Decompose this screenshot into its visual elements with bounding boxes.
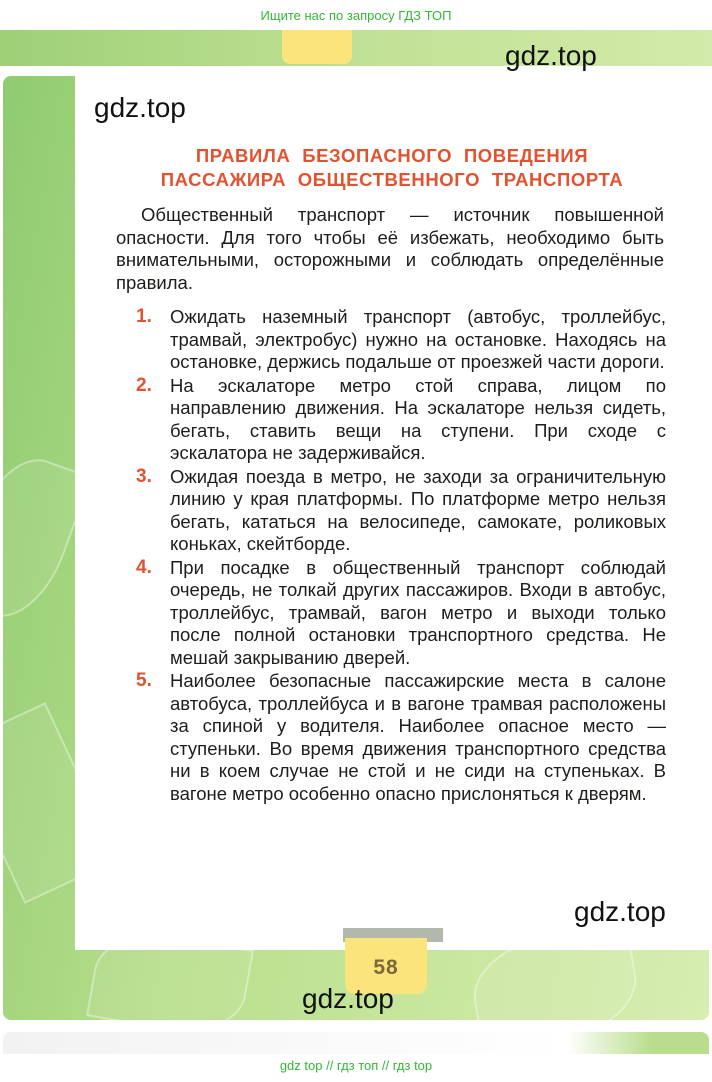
rule-number: 1.: [136, 306, 152, 327]
watermark: gdz.top: [94, 92, 186, 123]
previous-page-edge: [0, 30, 712, 66]
top-banner: [0, 0, 712, 30]
rule-item: [116, 670, 666, 805]
title-line-1: ПРАВИЛА БЕЗОПАСНОГО ПОВЕДЕНИЯ: [195, 145, 589, 166]
bottom-banner: [0, 1054, 712, 1082]
rule-number: 3.: [136, 465, 152, 487]
intro-paragraph: Общественный транспорт — источник повышенной опасности. Для того чтобы её избежать, необходимо быть внимательными, осторожными и соблюдать определённые правила.: [116, 204, 664, 293]
previous-page-tab: [282, 30, 352, 64]
title-line-2: ПАССАЖИРА ОБЩЕСТВЕННОГО ТРАНСПОРТА: [160, 169, 624, 190]
page-title: [78, 144, 706, 192]
rule-number: 4.: [136, 556, 152, 578]
rules-list: [116, 306, 666, 806]
rule-number: 5.: [136, 670, 152, 691]
rule-text: Ожидая поезда в метро, не заходи за ограничительную линию у края платформы. По платформе метро нельзя бегать, кататься на велосипеде, самокате, роликовых коньках, скейтборде.: [170, 465, 666, 554]
rule-item: [116, 466, 666, 556]
rule-item: [116, 557, 666, 670]
rule-text: При посадке в общественный транспорт соблюдай очередь, не толкай других пассажиров. Входи в автобус, троллейбус, трамвай, вагон метро и выходи только после полной остановки транспортного средства. Не мешай закрыванию дверей.: [170, 556, 666, 668]
rule-text: Ожидать наземный транспорт (автобус, троллейбус, трамвай, электробус) нужно на остановке. Находясь на остановке, держись подальше от проезжей части дороги.: [170, 306, 666, 372]
rule-text: На эскалаторе метро стой справа, лицом по направлению движения. На эскалаторе нельзя сидеть, бегать, ставить вещи на ступени. При сходе с эскалатора не задерживайся.: [170, 374, 666, 463]
watermark: gdz.top: [302, 983, 394, 1014]
next-page-edge: [3, 1032, 709, 1054]
watermark: gdz.top: [574, 896, 666, 927]
rule-item: [116, 375, 666, 465]
rule-number: 2.: [136, 374, 152, 396]
page-gap: [0, 66, 712, 76]
rule-text: Наиболее безопасные пассажирские места в салоне автобуса, троллейбуса и в вагоне трамвая расположены за спиной у водителя. Наиболее опасное место — ступеньки. Во время движения транспортного средства ни в коем случае не стой и не сиди на ступеньках. В вагоне метро особенно опасно прислоняться к дверям.: [170, 670, 666, 804]
watermark: gdz.top: [505, 40, 597, 71]
page-number: 58: [373, 956, 399, 979]
bottom-banner-text: gdz top // гдз топ // гдз top: [279, 1058, 433, 1073]
rule-item: [116, 306, 666, 374]
top-banner-text: Ищите нас по запросу ГДЗ ТОП: [260, 8, 452, 23]
